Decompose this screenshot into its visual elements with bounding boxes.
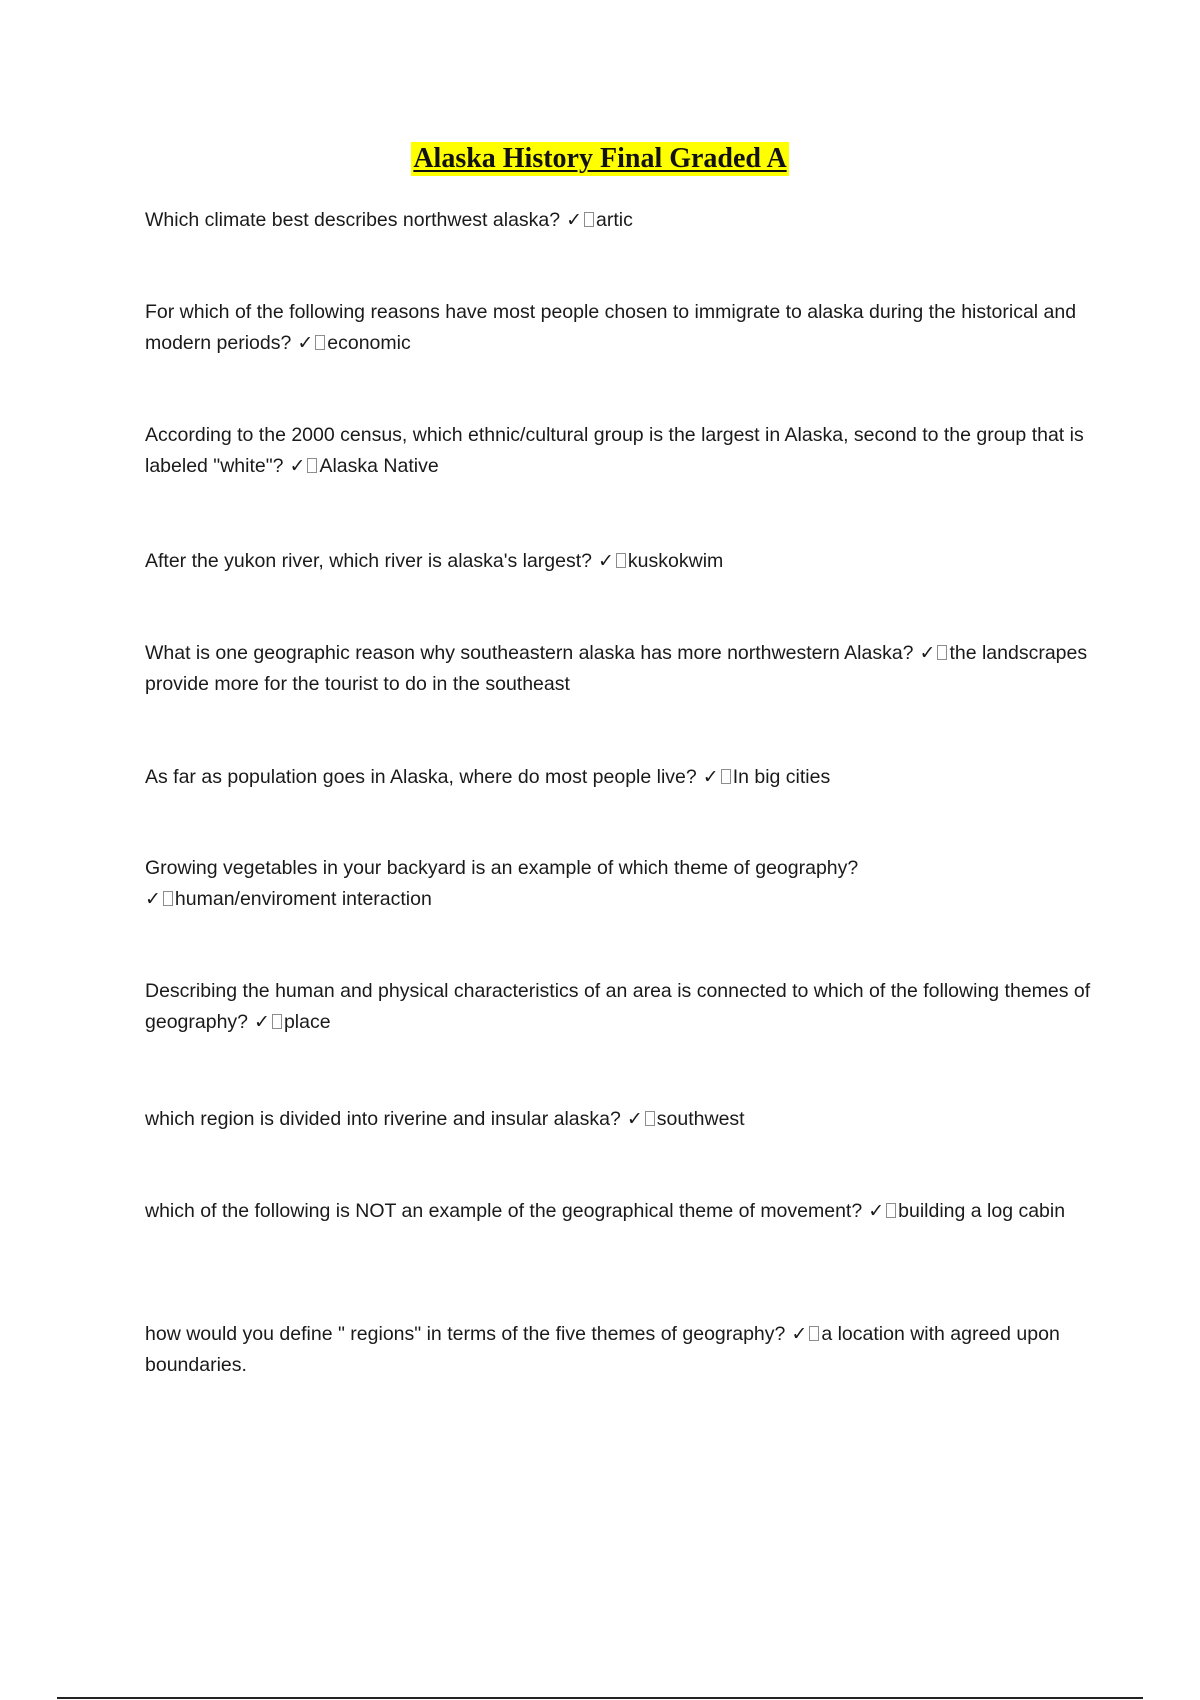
answer-text: a location with agreed upon boundaries. xyxy=(145,1323,1060,1376)
qa-item-7 xyxy=(145,853,1095,915)
check-icon: ✓ xyxy=(791,1323,808,1345)
question-text: Growing vegetables in your backyard is an example of which theme of geography? xyxy=(145,857,859,879)
answer-text: artic xyxy=(596,209,633,231)
checkbox-glyph-icon xyxy=(721,769,731,784)
check-icon: ✓ xyxy=(702,766,719,788)
checkbox-glyph-icon xyxy=(937,645,947,660)
document-title: Alaska History Final Graded A xyxy=(413,143,787,174)
qa-item-3 xyxy=(145,420,1095,482)
answer-text: place xyxy=(283,1011,331,1033)
question-text: which region is divided into riverine and insular alaska? xyxy=(145,1108,621,1130)
question-text: After the yukon river, which river is alaska's largest? xyxy=(145,550,592,572)
answer-text: economic xyxy=(327,332,411,354)
question-text: According to the 2000 census, which ethnic/cultural group is the largest in Alaska, second to the group that is labeled "white"? xyxy=(145,424,1084,477)
check-icon: ✓ xyxy=(289,455,306,477)
answer-text: the landscrapes provide more for the tourist to do in the southeast xyxy=(145,642,1088,695)
answer-text: southwest xyxy=(656,1108,745,1130)
answer-text: kuskokwim xyxy=(627,550,724,572)
question-text: As far as population goes in Alaska, where do most people live? xyxy=(145,766,697,788)
checkbox-glyph-icon xyxy=(645,1111,655,1126)
check-icon: ✓ xyxy=(297,332,314,354)
qa-item-1 xyxy=(145,205,1095,236)
check-icon: ✓ xyxy=(626,1108,643,1130)
qa-item-4 xyxy=(145,546,1095,577)
answer-text: building a log cabin xyxy=(898,1200,1066,1222)
qa-item-9 xyxy=(145,1104,1095,1135)
question-text: For which of the following reasons have most people chosen to immigrate to alaska during the historical and modern periods? xyxy=(145,301,1077,354)
checkbox-glyph-icon xyxy=(272,1014,282,1029)
checkbox-glyph-icon xyxy=(307,458,317,473)
question-text: Describing the human and physical characteristics of an area is connected to which of the following themes of geography? xyxy=(145,980,1091,1033)
checkbox-glyph-icon xyxy=(584,212,594,227)
checkbox-glyph-icon xyxy=(886,1203,896,1218)
qa-item-8 xyxy=(145,976,1095,1038)
answer-text: In big cities xyxy=(732,766,831,788)
check-icon: ✓ xyxy=(566,209,583,231)
check-icon: ✓ xyxy=(919,642,936,664)
check-icon: ✓ xyxy=(598,550,614,572)
title-wrap xyxy=(0,142,1200,176)
answer-text: Alaska Native xyxy=(319,455,439,477)
qa-item-2 xyxy=(145,297,1095,359)
check-icon: ✓ xyxy=(254,1011,270,1033)
checkbox-glyph-icon xyxy=(315,335,325,350)
check-icon: ✓ xyxy=(868,1200,885,1222)
answer-text: human/enviroment interaction xyxy=(174,888,432,910)
question-text: Which climate best describes northwest alaska? xyxy=(145,209,561,231)
qa-item-5 xyxy=(145,638,1095,700)
check-icon: ✓ xyxy=(145,888,161,910)
qa-item-11 xyxy=(145,1319,1095,1381)
question-text: What is one geographic reason why southeastern alaska has more northwestern Alaska? xyxy=(145,642,914,664)
bottom-divider xyxy=(57,1697,1143,1699)
checkbox-glyph-icon xyxy=(809,1326,819,1341)
checkbox-glyph-icon xyxy=(163,891,173,906)
question-text: which of the following is NOT an example of the geographical theme of movement? xyxy=(145,1200,863,1222)
question-text: how would you define " regions" in terms of the five themes of geography? xyxy=(145,1323,786,1345)
qa-item-10 xyxy=(145,1196,1095,1227)
checkbox-glyph-icon xyxy=(616,553,626,568)
qa-item-6 xyxy=(145,762,1095,793)
